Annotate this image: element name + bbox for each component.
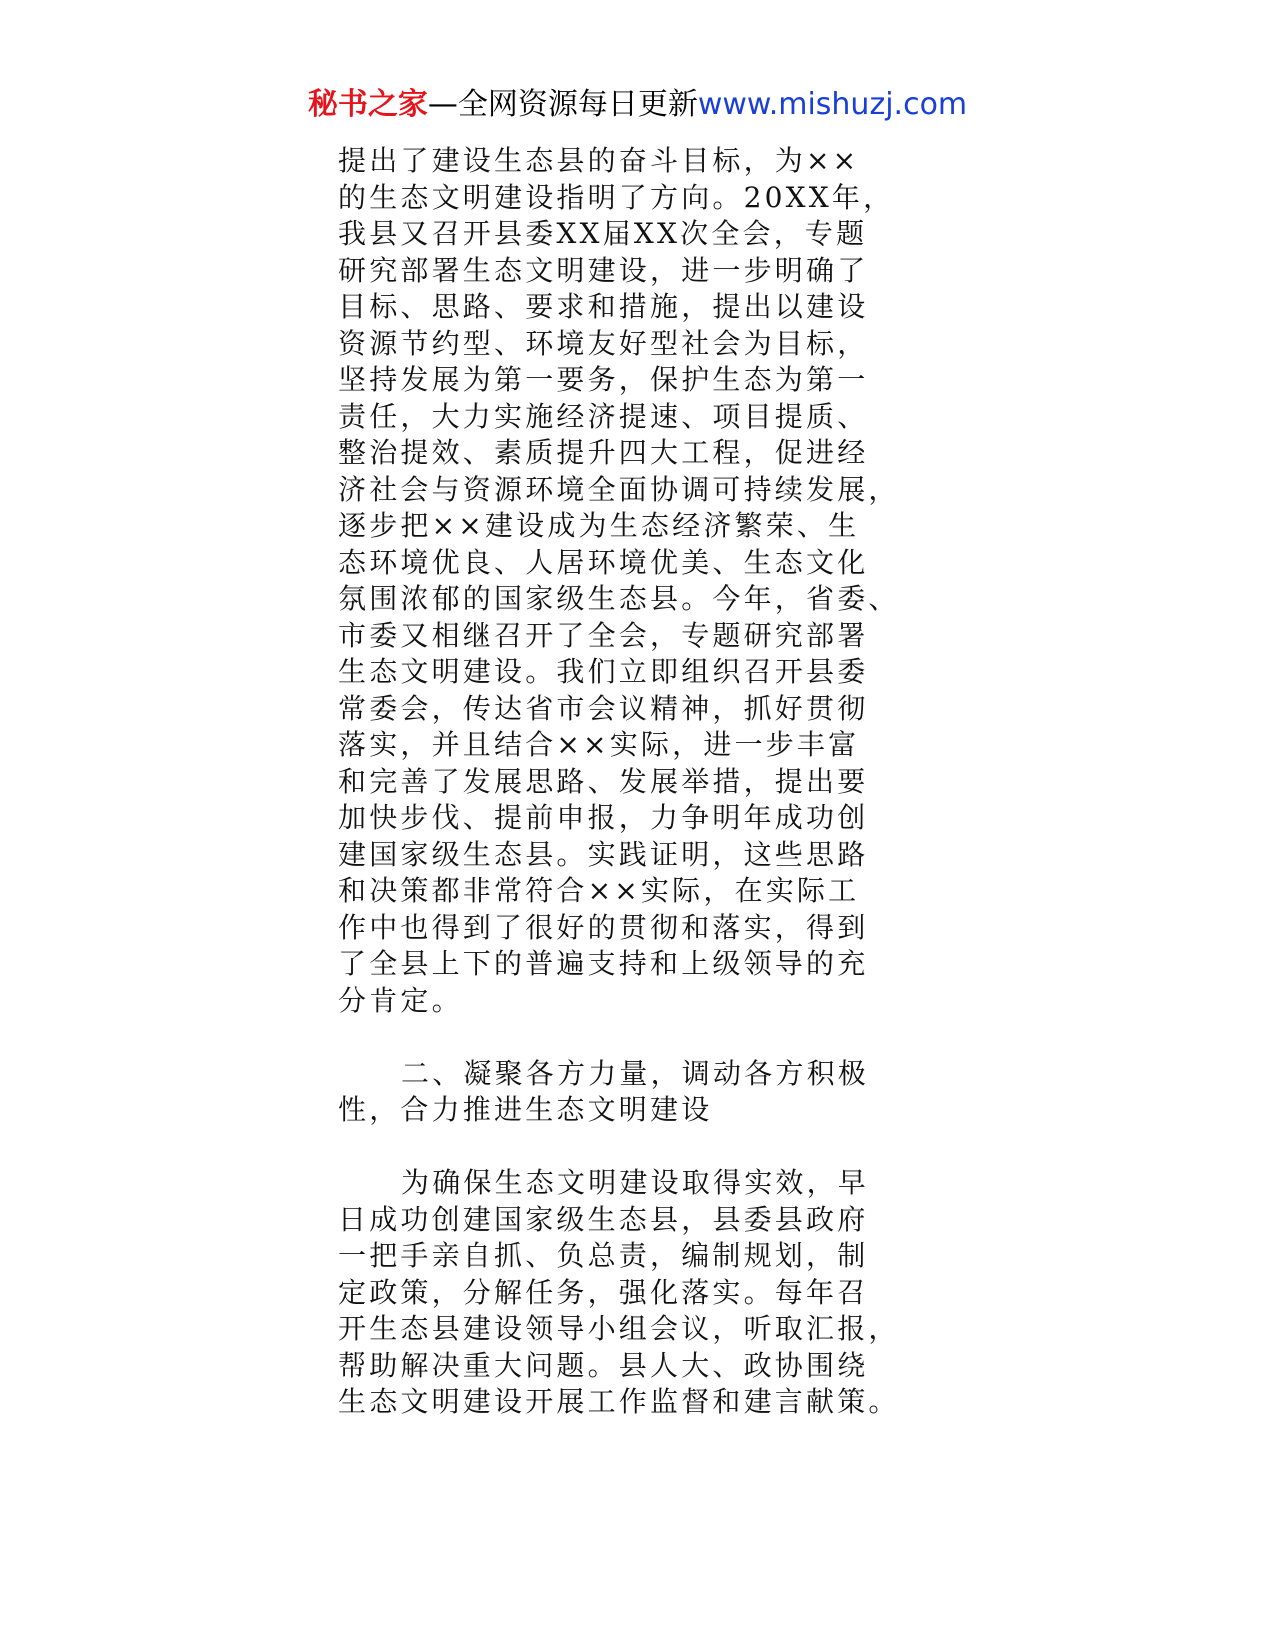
- text-line: 了全县上下的普遍支持和上级领导的充: [338, 947, 869, 980]
- text-line: 提出了建设生态县的奋斗目标，为××: [338, 144, 860, 177]
- text-line: 坚持发展为第一要务，保护生态为第一: [338, 363, 869, 396]
- text-line: 整治提效、素质提升四大工程，促进经: [338, 436, 869, 469]
- text-line: 常委会，传达省市会议精神，抓好贯彻: [338, 691, 869, 725]
- text-line: 市委又相继召开了全会，专题研究部署: [338, 618, 869, 652]
- document-body: [338, 143, 908, 1421]
- section-heading: [338, 1056, 908, 1129]
- text-line: 我县又召开县委XX届XX次全会，专题: [338, 217, 868, 250]
- text-line: 为确保生态文明建设取得实效，早: [401, 1166, 870, 1199]
- text-line: 态环境优良、人居环境优美、生态文化: [338, 545, 869, 579]
- text-line: 逐步把××建设成为生态经济繁荣、生: [338, 509, 860, 542]
- text-line: 生态文明建设。我们立即组织召开县委: [338, 655, 869, 688]
- text-line: 帮助解决重大问题。县人大、政协围绕: [338, 1348, 869, 1382]
- text-line: 一把手亲自抓、负总责，编制规划，制: [338, 1239, 869, 1272]
- text-line: 资源节约型、环境友好型社会为目标，: [338, 326, 869, 360]
- paragraph-spacer: [338, 1019, 908, 1056]
- site-url-link[interactable]: www.mishuzj.com: [697, 87, 968, 122]
- text-line: 的生态文明建设指明了方向。20XX年，: [338, 180, 895, 214]
- text-line: 目标、思路、要求和措施，提出以建设: [338, 290, 869, 323]
- text-line: 和完善了发展思路、发展举措，提出要: [338, 764, 869, 798]
- paragraph-spacer: [338, 1129, 908, 1166]
- text-line: 定政策，分解任务，强化落实。每年召: [338, 1275, 869, 1309]
- text-line: 建国家级生态县。实践证明，这些思路: [338, 837, 869, 871]
- text-line: 生态文明建设开展工作监督和建言献策。: [338, 1385, 900, 1418]
- text-line: 济社会与资源环境全面协调可持续发展，: [338, 472, 900, 506]
- text-line: 开生态县建设领导小组会议，听取汇报，: [338, 1312, 900, 1345]
- paragraph-continuation: [338, 143, 908, 1019]
- site-watermark-header: [0, 83, 1275, 127]
- text-line: 研究部署生态文明建设，进一步明确了: [338, 253, 869, 287]
- text-line: 责任，大力实施经济提速、项目提质、: [338, 399, 869, 433]
- text-line: 氛围浓郁的国家级生态县。今年，省委、: [338, 582, 900, 615]
- text-line: 落实，并且结合××实际，进一步丰富: [338, 728, 860, 761]
- text-line: 日成功创建国家级生态县，县委县政府: [338, 1202, 869, 1236]
- heading-line: 二、凝聚各方力量，调动各方积极: [401, 1056, 870, 1090]
- text-line: 和决策都非常符合××实际，在实际工: [338, 874, 860, 907]
- paragraph: [338, 1165, 908, 1421]
- brand-name: 秘书之家: [307, 87, 428, 122]
- text-line: 作中也得到了很好的贯彻和落实，得到: [338, 910, 869, 944]
- text-line: 分肯定。: [338, 983, 463, 1017]
- heading-line: 性，合力推进生态文明建设: [338, 1093, 713, 1126]
- text-line: 加快步伐、提前申报，力争明年成功创: [338, 801, 869, 834]
- header-tagline: —全网资源每日更新: [427, 87, 698, 122]
